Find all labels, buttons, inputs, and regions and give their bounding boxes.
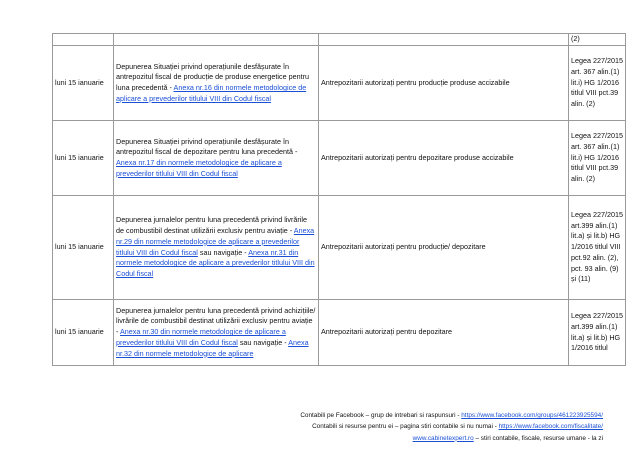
footer-text: Contabili pe Facebook – grup de intrebari si raspunsuri -	[300, 412, 462, 419]
description-cell	[114, 121, 319, 196]
obligations-table	[52, 33, 626, 366]
date-cell: luni 15 ianuarie	[53, 121, 114, 196]
taxpayers-cell: Antrepozitarii autorizați pentru producție/ depozitare	[319, 196, 569, 300]
legal-reference-cell: Legea 227/2015 art.399 alin.(1) lit.a) și lit.b) HG 1/2016 titlul	[569, 300, 626, 366]
date-cell: luni 15 ianuarie	[53, 46, 114, 121]
annex-link[interactable]: Anexa nr.31 din normele metodologice de aplicare a prevederilor titlului VIII din Codul fiscal	[116, 247, 315, 278]
annex-link[interactable]: Anexa nr.17 din normele metodologice de aplicare a prevederilor titlului VIII din Codul fiscal	[116, 158, 282, 178]
date-cell: luni 15 ianuarie	[53, 196, 114, 300]
website-link[interactable]: www.cabinetexpert.ro	[412, 434, 474, 442]
taxpayers-cell: Antrepozitarii autorizați pentru depozitare	[319, 300, 569, 366]
annex-link[interactable]: Anexa nr.29 din normele metodologice de aplicare a prevederilor titlului VIII din Codul fiscal	[116, 226, 315, 257]
date-cell: luni 15 ianuarie	[53, 300, 114, 366]
description-cell	[114, 46, 319, 121]
legal-reference-cell: Legea 227/2015 art.399 alin.(1) lit.a) și lit.b) HG 1/2016 titlul VIII pct.92 alin. (2), pct. 93 alin. (9) și (11)	[569, 196, 626, 300]
description-text: Depunerea jurnalelor pentru luna precedentă privind achizițiile/ livrările de combustibil destinat utilizării exclusiv pentru aviație -	[116, 305, 316, 337]
description-text: Depunerea Situației privind operațiunile desfășurate în antrepozitul fiscal de depozitare pentru luna precedentă -	[116, 136, 298, 157]
taxpayers-cell: Antrepozitarii autorizați pentru producție produse accizabile	[319, 46, 569, 121]
page-footer	[300, 410, 603, 444]
table-row	[53, 34, 626, 46]
footer-text: Contabili si resurse pentru ei – pagina stiri contabile si nu numai -	[312, 423, 499, 431]
footer-line	[300, 410, 603, 421]
description-text: sau navigație -	[197, 247, 249, 257]
table-row	[53, 300, 626, 366]
table-row	[53, 121, 626, 196]
annex-link[interactable]: Anexa nr.30 din normele metodologice de aplicare a prevederilor titlului VIII din Codul fiscal	[116, 327, 286, 347]
date-cell	[53, 34, 114, 46]
legal-reference-cell: Legea 227/2015 art. 367 alin.(1) lit.i) HG 1/2016 titlul VIII pct.39 alin. (2)	[569, 46, 626, 121]
footer-text: – stiri contabile, fiscale, resurse umane - la zi	[473, 434, 603, 442]
description-cell	[114, 196, 319, 300]
description-text: Depunerea jurnalelor pentru luna precedentă privind livrările de combustibil destinat utilizării exclusiv pentru aviație -	[116, 215, 307, 236]
description-text: Depunerea Situației privind operațiunile desfășurate în antrepozitul fiscal de producție de produse energetice pentru luna precedentă -	[116, 61, 309, 92]
annex-link[interactable]: Anexa nr.16 din normele metodologice de aplicare a prevederilor titlului VIII din Codul fiscal	[116, 83, 307, 103]
taxpayers-cell: Antrepozitarii autorizați pentru depozitare produse accizabile	[319, 121, 569, 196]
footer-line	[300, 433, 603, 444]
taxpayers-cell	[319, 34, 569, 46]
footer-line	[300, 421, 603, 432]
facebook-page-link[interactable]: https://www.facebook.com/fiscalitate/	[498, 423, 603, 431]
annex-link[interactable]: Anexa nr.32 din normele metodologice de aplicare	[116, 337, 309, 358]
description-cell	[114, 300, 319, 366]
facebook-group-link[interactable]: https://www.facebook.com/groups/461223925594/	[461, 412, 603, 419]
legal-reference-cell: (2)	[569, 34, 626, 46]
legal-reference-cell: Legea 227/2015 art. 367 alin.(1) lit.i) HG 1/2016 titlul VIII pct.39 alin. (2)	[569, 121, 626, 196]
table-row	[53, 46, 626, 121]
description-cell	[114, 34, 319, 46]
description-text: sau navigație -	[237, 337, 289, 347]
table-row	[53, 196, 626, 300]
